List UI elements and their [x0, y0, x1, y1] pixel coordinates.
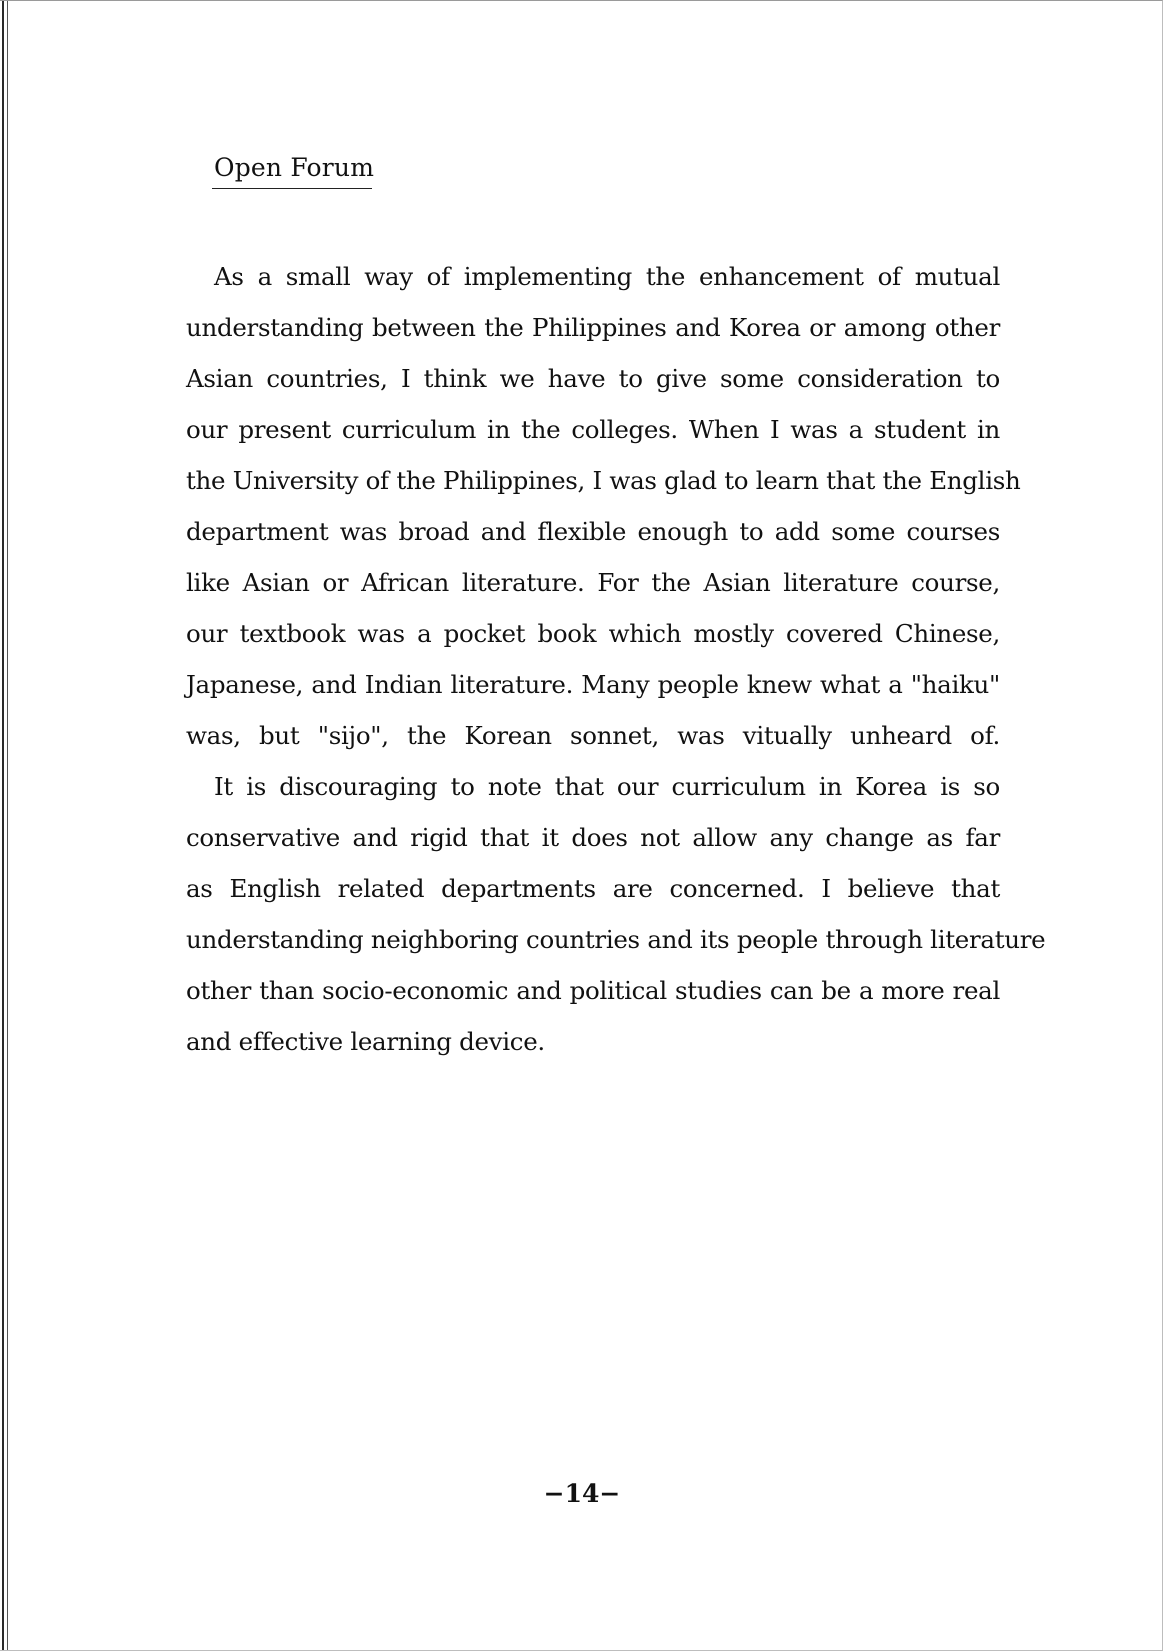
text-line: our textbook was a pocket book which mostly covered Chinese, [186, 619, 1000, 648]
text-line: Japanese, and Indian literature. Many people knew what a "haiku" [186, 670, 1000, 699]
text-line: It is discouraging to note that our curriculum in Korea is so [214, 772, 1000, 801]
text-line: As a small way of implementing the enhancement of mutual [214, 262, 1000, 291]
text-line: our present curriculum in the colleges. When I was a student in [186, 415, 1000, 444]
text-line: and effective learning device. [186, 1027, 545, 1056]
heading-underline [212, 188, 372, 189]
section-heading: Open Forum [214, 153, 375, 182]
text-line: other than socio-economic and political studies can be a more real [186, 976, 1000, 1005]
text-line: department was broad and flexible enough to add some courses [186, 517, 1000, 546]
body-text [186, 251, 1046, 1067]
text-line: was, but "sijo", the Korean sonnet, was vitually unheard of. [186, 721, 1000, 750]
text-line: like Asian or African literature. For the Asian literature course, [186, 568, 1000, 597]
text-line: as English related departments are concerned. I believe that [186, 874, 1000, 903]
page-binding-edge-inner [7, 1, 8, 1650]
text-line: Asian countries, I think we have to give some consideration to [186, 364, 1000, 393]
text-line: conservative and rigid that it does not allow any change as far [186, 823, 1000, 852]
page-binding-edge [2, 1, 4, 1650]
text-line: understanding between the Philippines and Korea or among other [186, 313, 1000, 342]
text-line: understanding neighboring countries and its people through literature [186, 925, 1046, 954]
text-line: the University of the Philippines, I was glad to learn that the English [186, 466, 1021, 495]
page-number: −14− [543, 1479, 621, 1508]
